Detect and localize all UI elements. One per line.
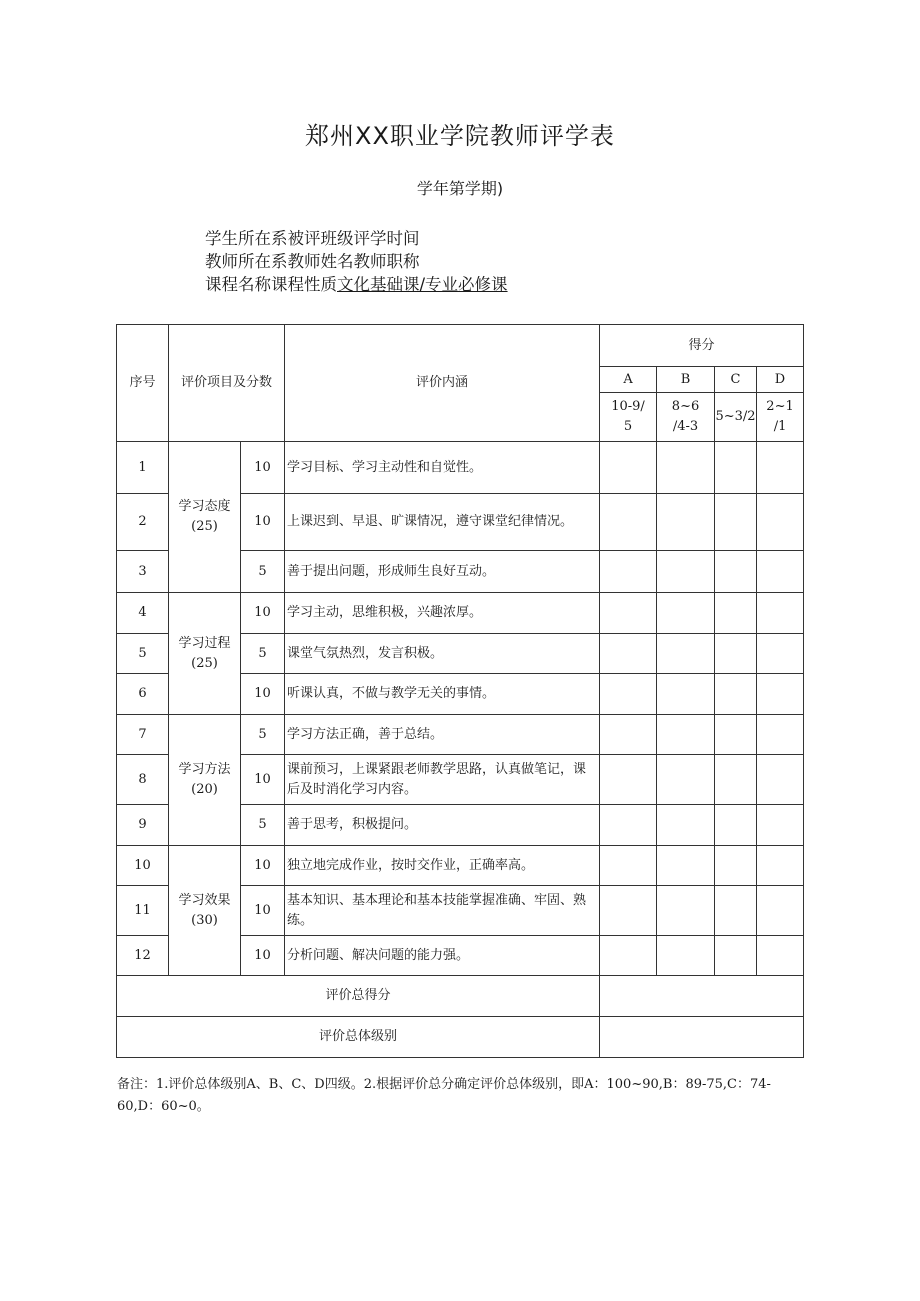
score-cell-b[interactable] bbox=[657, 634, 715, 674]
score-cell-d[interactable] bbox=[757, 674, 804, 715]
evaluation-table bbox=[116, 324, 804, 1058]
score-cell-c[interactable] bbox=[715, 805, 757, 846]
score-cell-a[interactable] bbox=[600, 805, 657, 846]
grade-range: 5~3/2 bbox=[715, 393, 757, 442]
score-cell-a[interactable] bbox=[600, 755, 657, 805]
score-cell-d[interactable] bbox=[757, 593, 804, 634]
row-content: 善于思考，积极提问。 bbox=[285, 805, 600, 846]
row-seq: 12 bbox=[117, 936, 169, 976]
row-seq: 8 bbox=[117, 755, 169, 805]
header-content: 评价内涵 bbox=[285, 325, 600, 442]
score-cell-d[interactable] bbox=[757, 442, 804, 494]
overall-level-label: 评价总体级别 bbox=[117, 1017, 600, 1058]
total-score-row bbox=[117, 976, 804, 1017]
row-points: 10 bbox=[241, 494, 285, 551]
row-points: 10 bbox=[241, 593, 285, 634]
row-content: 基本知识、基本理论和基本技能掌握准确、牢固、熟练。 bbox=[285, 886, 600, 936]
row-points: 10 bbox=[241, 886, 285, 936]
table-row bbox=[117, 593, 804, 634]
row-content: 独立地完成作业，按时交作业，正确率高。 bbox=[285, 846, 600, 886]
info-block bbox=[205, 227, 508, 296]
row-content: 学习主动，思维积极，兴趣浓厚。 bbox=[285, 593, 600, 634]
overall-level-cell[interactable] bbox=[600, 1017, 804, 1058]
score-cell-a[interactable] bbox=[600, 593, 657, 634]
row-content: 学习目标、学习主动性和自觉性。 bbox=[285, 442, 600, 494]
header-seq: 序号 bbox=[117, 325, 169, 442]
grade-letter: A bbox=[600, 367, 657, 393]
score-cell-c[interactable] bbox=[715, 886, 757, 936]
row-seq: 7 bbox=[117, 715, 169, 755]
score-cell-c[interactable] bbox=[715, 551, 757, 593]
score-cell-d[interactable] bbox=[757, 494, 804, 551]
row-points: 10 bbox=[241, 936, 285, 976]
footnote: 备注：1.评价总体级别A、B、C、D四级。2.根据评价总分确定评价总体级别，即A：100~90,B：89-75,C：74-60,D：60~0。 bbox=[117, 1077, 771, 1114]
header-score: 得分 bbox=[600, 325, 804, 367]
score-cell-b[interactable] bbox=[657, 805, 715, 846]
row-points: 10 bbox=[241, 674, 285, 715]
score-cell-b[interactable] bbox=[657, 886, 715, 936]
row-points: 10 bbox=[241, 846, 285, 886]
info-line-teacher: 教师所在系教师姓名教师职称 bbox=[205, 252, 420, 271]
score-cell-a[interactable] bbox=[600, 551, 657, 593]
score-cell-d[interactable] bbox=[757, 846, 804, 886]
semester-subtitle: 学年第学期) bbox=[416, 179, 504, 198]
course-label: 课程名称课程性质 bbox=[205, 275, 337, 294]
score-cell-c[interactable] bbox=[715, 634, 757, 674]
score-cell-b[interactable] bbox=[657, 715, 715, 755]
score-cell-c[interactable] bbox=[715, 755, 757, 805]
score-cell-c[interactable] bbox=[715, 593, 757, 634]
row-content: 课堂气氛热烈，发言积极。 bbox=[285, 634, 600, 674]
score-cell-a[interactable] bbox=[600, 846, 657, 886]
grade-range: 10-9/ 5 bbox=[600, 393, 657, 442]
grade-letter: B bbox=[657, 367, 715, 393]
group-name: 学习过程(25) bbox=[169, 593, 241, 715]
group-name: 学习态度(25) bbox=[169, 442, 241, 593]
row-seq: 3 bbox=[117, 551, 169, 593]
group-name: 学习效果(30) bbox=[169, 846, 241, 976]
score-cell-d[interactable] bbox=[757, 886, 804, 936]
score-cell-a[interactable] bbox=[600, 886, 657, 936]
row-content: 上课迟到、早退、旷课情况，遵守课堂纪律情况。 bbox=[285, 494, 600, 551]
table-row bbox=[117, 846, 804, 886]
table-row bbox=[117, 442, 804, 494]
row-seq: 2 bbox=[117, 494, 169, 551]
row-points: 10 bbox=[241, 442, 285, 494]
table-row bbox=[117, 715, 804, 755]
score-cell-a[interactable] bbox=[600, 674, 657, 715]
score-cell-b[interactable] bbox=[657, 674, 715, 715]
row-content: 学习方法正确，善于总结。 bbox=[285, 715, 600, 755]
row-content: 听课认真，不做与教学无关的事情。 bbox=[285, 674, 600, 715]
row-points: 5 bbox=[241, 634, 285, 674]
row-seq: 4 bbox=[117, 593, 169, 634]
group-name: 学习方法(20) bbox=[169, 715, 241, 846]
score-cell-d[interactable] bbox=[757, 805, 804, 846]
row-seq: 11 bbox=[117, 886, 169, 936]
row-seq: 10 bbox=[117, 846, 169, 886]
grade-range: 8~6 /4-3 bbox=[657, 393, 715, 442]
grade-letter: D bbox=[757, 367, 804, 393]
overall-level-row bbox=[117, 1017, 804, 1058]
score-cell-c[interactable] bbox=[715, 846, 757, 886]
row-content: 善于提出问题，形成师生良好互动。 bbox=[285, 551, 600, 593]
score-cell-b[interactable] bbox=[657, 442, 715, 494]
score-cell-a[interactable] bbox=[600, 715, 657, 755]
score-cell-d[interactable] bbox=[757, 715, 804, 755]
score-cell-b[interactable] bbox=[657, 551, 715, 593]
row-points: 5 bbox=[241, 715, 285, 755]
score-cell-b[interactable] bbox=[657, 494, 715, 551]
score-cell-d[interactable] bbox=[757, 551, 804, 593]
row-seq: 5 bbox=[117, 634, 169, 674]
total-score-label: 评价总得分 bbox=[117, 976, 600, 1017]
grade-letter: C bbox=[715, 367, 757, 393]
score-cell-b[interactable] bbox=[657, 593, 715, 634]
score-cell-b[interactable] bbox=[657, 755, 715, 805]
row-points: 5 bbox=[241, 805, 285, 846]
score-cell-c[interactable] bbox=[715, 442, 757, 494]
row-points: 5 bbox=[241, 551, 285, 593]
score-cell-a[interactable] bbox=[600, 442, 657, 494]
score-cell-c[interactable] bbox=[715, 674, 757, 715]
row-seq: 9 bbox=[117, 805, 169, 846]
row-content: 分析问题、解决问题的能力强。 bbox=[285, 936, 600, 976]
score-cell-d[interactable] bbox=[757, 634, 804, 674]
score-cell-c[interactable] bbox=[715, 494, 757, 551]
score-cell-d[interactable] bbox=[757, 936, 804, 976]
info-line-course bbox=[205, 273, 508, 296]
grade-range: 2~1 /1 bbox=[757, 393, 804, 442]
page-title: 郑州XX职业学院教师评学表 bbox=[305, 122, 615, 150]
score-cell-c[interactable] bbox=[715, 936, 757, 976]
score-cell-b[interactable] bbox=[657, 846, 715, 886]
score-cell-a[interactable] bbox=[600, 634, 657, 674]
row-seq: 1 bbox=[117, 442, 169, 494]
score-cell-c[interactable] bbox=[715, 715, 757, 755]
score-cell-d[interactable] bbox=[757, 755, 804, 805]
score-cell-b[interactable] bbox=[657, 936, 715, 976]
score-cell-a[interactable] bbox=[600, 936, 657, 976]
total-score-cell[interactable] bbox=[600, 976, 804, 1017]
header-item: 评价项目及分数 bbox=[169, 325, 285, 442]
score-cell-a[interactable] bbox=[600, 494, 657, 551]
row-seq: 6 bbox=[117, 674, 169, 715]
course-type: 文化基础课/专业必修课 bbox=[337, 275, 508, 294]
row-points: 10 bbox=[241, 755, 285, 805]
info-line-student: 学生所在系被评班级评学时间 bbox=[205, 229, 420, 248]
row-content: 课前预习，上课紧跟老师教学思路，认真做笔记，课后及时消化学习内容。 bbox=[285, 755, 600, 805]
